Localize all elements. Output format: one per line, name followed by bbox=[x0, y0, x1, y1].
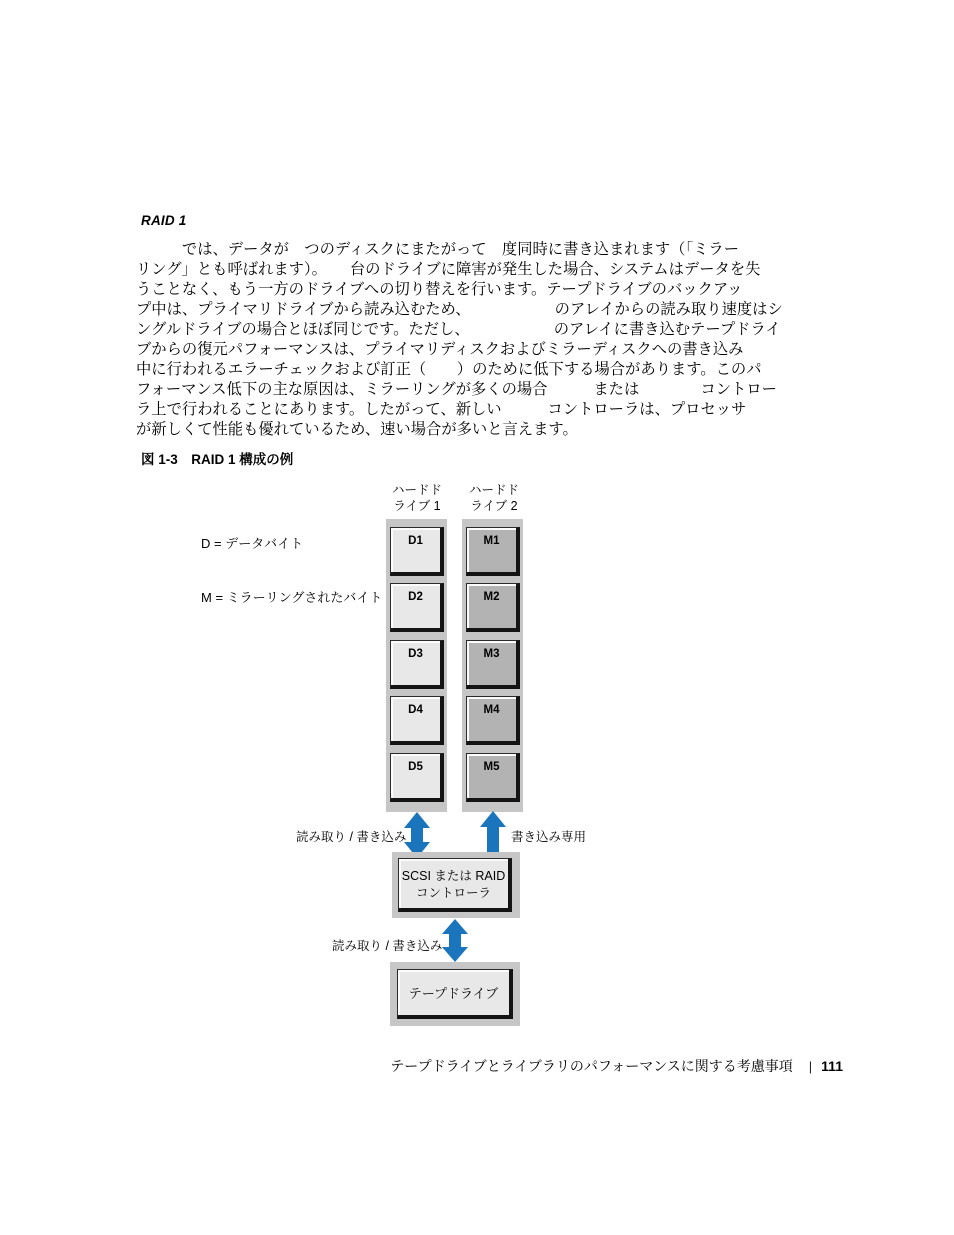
write-only-label: 書き込み専用 bbox=[511, 830, 587, 844]
footer-separator: | bbox=[808, 1059, 813, 1074]
drive2-header: ハードド ライブ 2 bbox=[468, 483, 519, 513]
up-arrow-icon bbox=[479, 811, 507, 853]
paragraph-line: が新しくて性能も優れているため、速い場合が多いと言えます。 bbox=[136, 421, 578, 438]
legend-line-mirrored-byte: M = ミラーリングされたバイト bbox=[201, 590, 383, 605]
paragraph-line: プ中は、プライマリドライブから読み込むため、 のアレイからの読み取り速度はシ bbox=[136, 301, 783, 318]
controller-label: SCSI または RAID コントローラ bbox=[398, 858, 512, 912]
disk-block-d2: D2 bbox=[390, 583, 444, 632]
paragraph-line: ブからの復元パフォーマンスは、プライマリディスクおよびミラーディスクへの書き込み bbox=[136, 341, 744, 358]
body-paragraph bbox=[136, 240, 836, 440]
read-write-label: 読み取り / 書き込み bbox=[296, 830, 407, 844]
controller-box bbox=[392, 852, 520, 918]
page-number: 111 bbox=[821, 1058, 843, 1074]
paragraph-line: では、データが つのディスクにまたがって 度同時に書き込まれます（「ミラー bbox=[136, 241, 740, 258]
disk-block-m4: M4 bbox=[466, 696, 520, 745]
figure-legend bbox=[201, 499, 382, 643]
footer-title: テープドライブとライブラリのパフォーマンスに関する考慮事項 bbox=[390, 1058, 793, 1074]
disk-block-d4: D4 bbox=[390, 696, 444, 745]
paragraph-line: 中に行われるエラーチェックおよび訂正（ ）のために低下する場合があります。このパ bbox=[136, 361, 762, 378]
tape-read-write-label: 読み取り / 書き込み bbox=[332, 939, 443, 953]
disk-block-d3: D3 bbox=[390, 640, 444, 689]
disk-block-m3: M3 bbox=[466, 640, 520, 689]
double-arrow-icon bbox=[441, 919, 469, 962]
drive1-column bbox=[386, 519, 447, 812]
paragraph-line: ングルドライブの場合とほぼ同じです。ただし、 のアレイに書き込むテープドライ bbox=[136, 321, 781, 338]
paragraph-line: ラ上で行われることにあります。したがって、新しい コントローラは、プロセッサ bbox=[136, 401, 747, 418]
drive1-header: ハードド ライブ 1 bbox=[391, 483, 442, 513]
disk-block-m2: M2 bbox=[466, 583, 520, 632]
disk-block-d1: D1 bbox=[390, 527, 444, 576]
drive2-column bbox=[462, 519, 523, 812]
legend-line-data-byte: D = データバイト bbox=[201, 536, 304, 551]
disk-block-d5: D5 bbox=[390, 753, 444, 802]
paragraph-line: リング」とも呼ばれます）。 台のドライブに障害が発生した場合、システムはデータを失 bbox=[136, 261, 761, 278]
paragraph-line: フォーマンス低下の主な原因は、ミラーリングが多くの場合 または コントロー bbox=[136, 381, 777, 398]
figure-caption: 図 1-3 RAID 1 構成の例 bbox=[141, 452, 294, 467]
page-footer bbox=[390, 1056, 843, 1076]
paragraph-line: うことなく、もう一方のドライブへの切り替えを行います。テープドライブのバックアッ bbox=[136, 281, 743, 298]
tape-drive-label: テープドライブ bbox=[397, 969, 513, 1019]
tape-drive-box bbox=[390, 962, 520, 1026]
disk-block-m5: M5 bbox=[466, 753, 520, 802]
section-heading: RAID 1 bbox=[141, 213, 187, 228]
disk-block-m1: M1 bbox=[466, 527, 520, 576]
